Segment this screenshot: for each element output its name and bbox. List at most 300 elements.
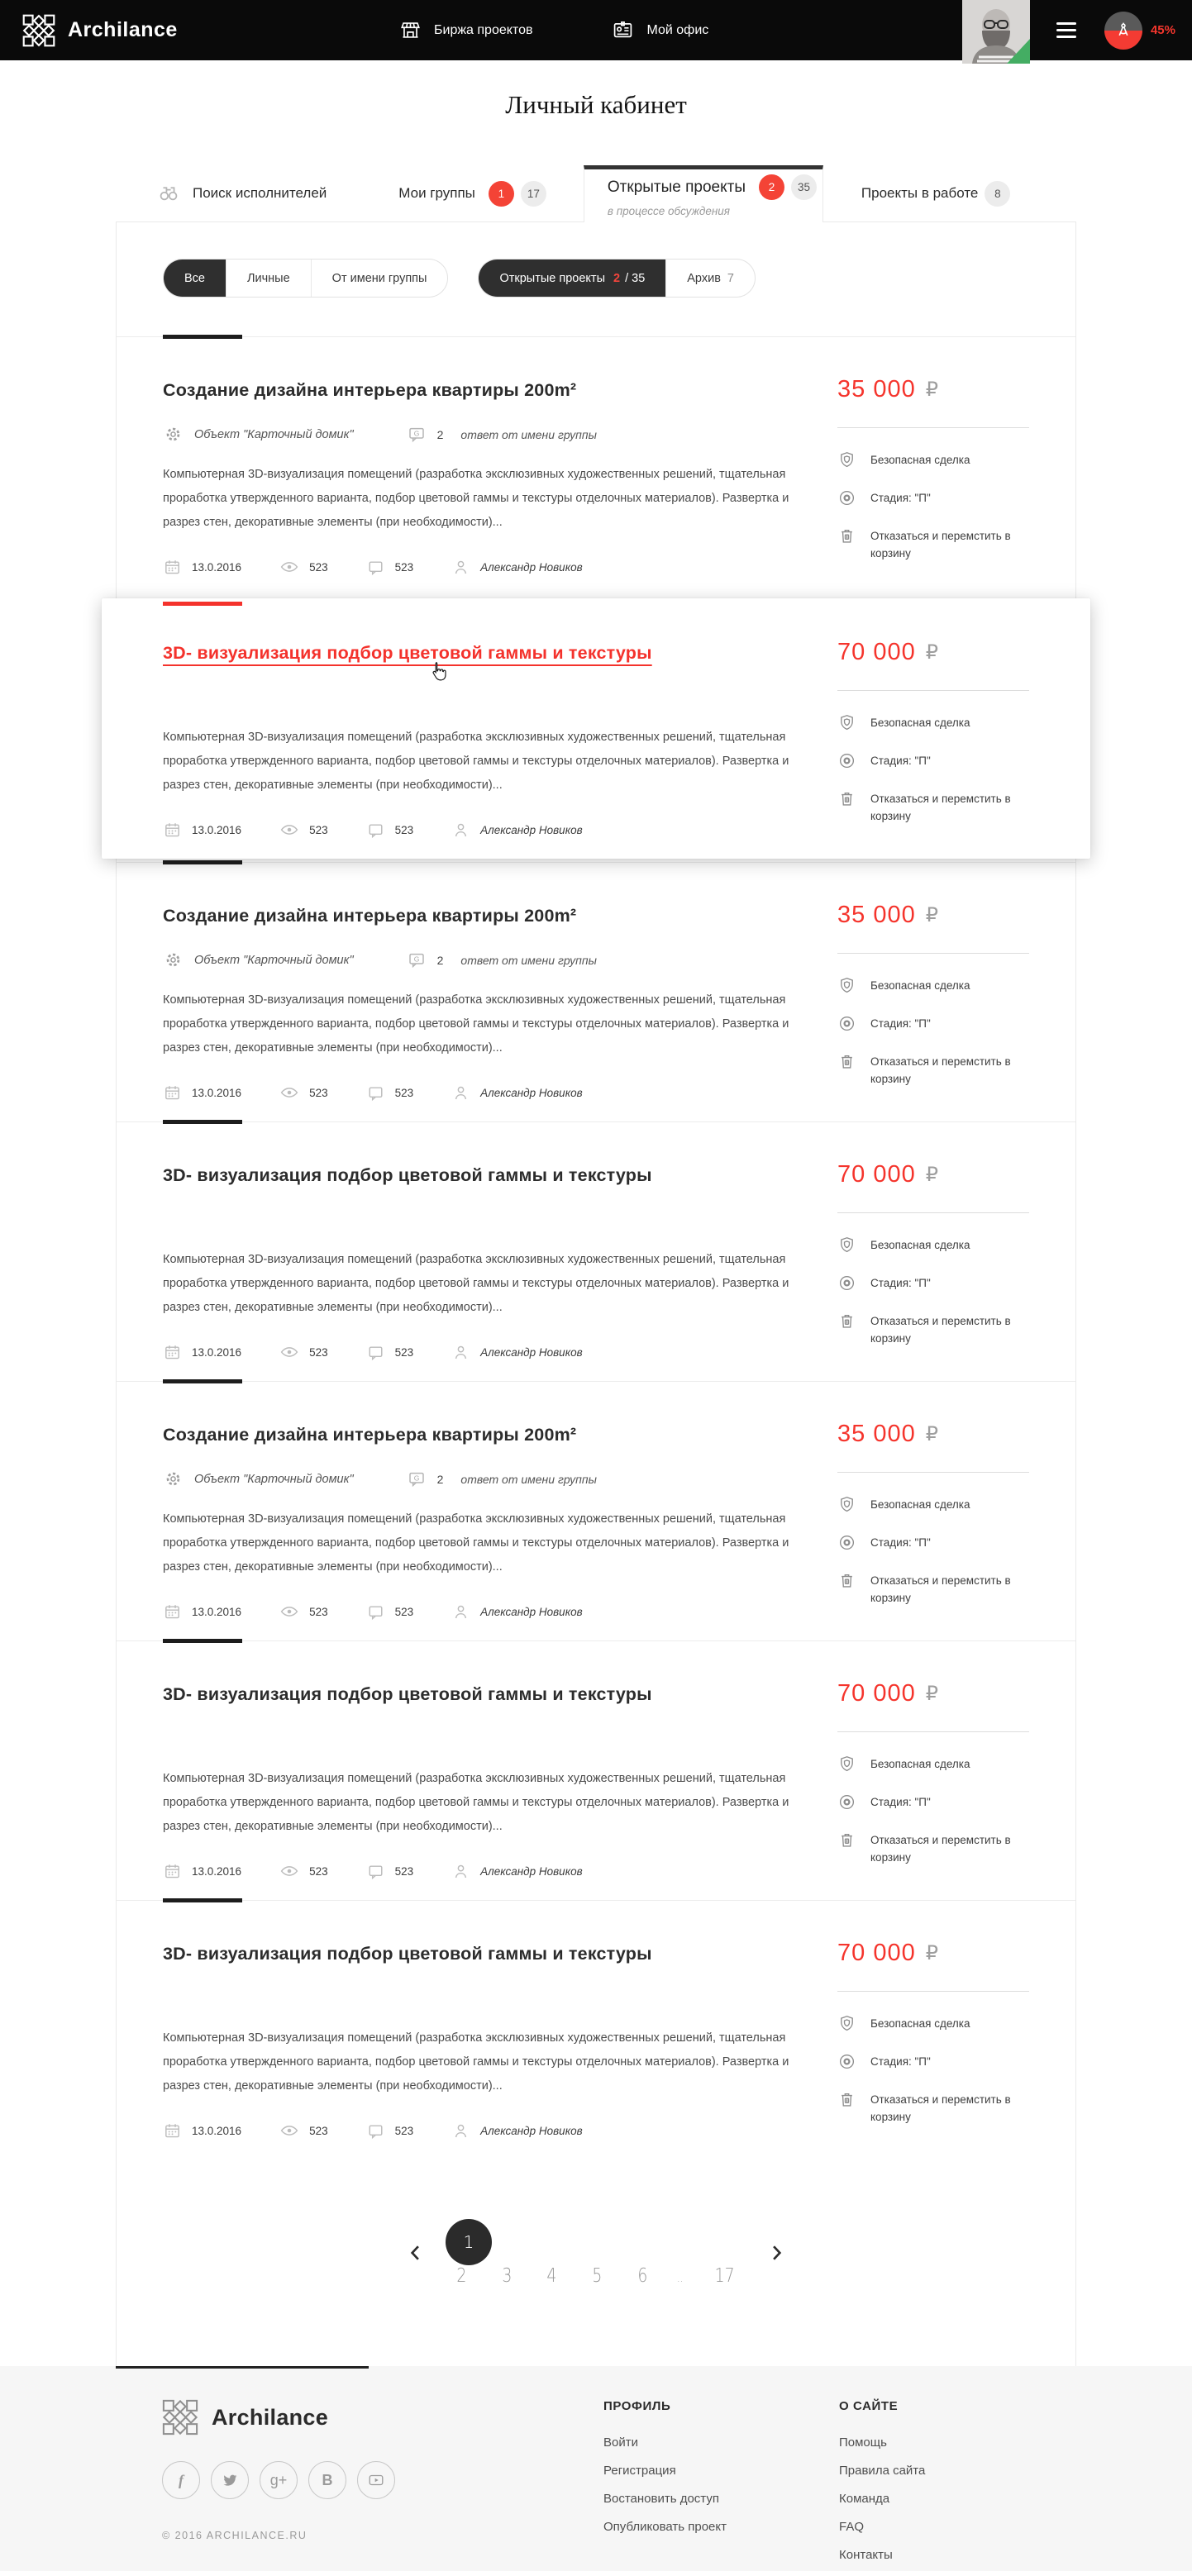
shield-icon bbox=[837, 450, 856, 469]
safe-deal-row[interactable] bbox=[837, 713, 1029, 732]
project-title-link[interactable]: Создание дизайна интерьера квартиры 200m² bbox=[163, 1425, 577, 1445]
project-price bbox=[837, 640, 1029, 664]
eye-icon bbox=[279, 1602, 299, 1621]
pagination-page[interactable]: 5 bbox=[592, 2265, 603, 2287]
project-card bbox=[117, 336, 1075, 596]
date-stat bbox=[163, 558, 241, 577]
comments-value: 523 bbox=[394, 1086, 414, 1099]
project-price bbox=[837, 902, 1029, 927]
project-card bbox=[102, 598, 1090, 859]
price-value: 35 000 bbox=[837, 1421, 916, 1447]
project-description: Компьютерная 3D-визуализация помещений (разработка эксклюзивных художественных решений, тщательная проработка утвержденного варианта, подбор цветовой гаммы и текстуры отделочных материалов). Развертка и разрез стен, декоративные элементы (при необходимости)... bbox=[163, 993, 789, 1055]
decline-label: Отказаться и перемстить в корзину bbox=[870, 2093, 1011, 2123]
badge-total-count: 17 bbox=[521, 181, 546, 207]
project-price bbox=[837, 1940, 1029, 1965]
comments-value: 523 bbox=[394, 1605, 414, 1618]
views-stat bbox=[279, 1342, 328, 1362]
price-value: 35 000 bbox=[837, 902, 916, 928]
calendar-icon bbox=[163, 558, 182, 577]
safe-deal-row[interactable] bbox=[837, 1236, 1029, 1255]
ruble-sign: ₽ bbox=[925, 903, 938, 926]
object-label: Объект "Карточный домик" bbox=[194, 1472, 354, 1486]
author-stat[interactable] bbox=[451, 2121, 583, 2140]
views-value: 523 bbox=[309, 2124, 328, 2137]
person-icon bbox=[451, 1602, 470, 1621]
card-stats-row bbox=[163, 820, 816, 840]
project-description: Компьютерная 3D-визуализация помещений (разработка эксклюзивных художественных решений, тщательная проработка утвержденного варианта, подбор цветовой гаммы и текстуры отделочных материалов). Развертка и разрез стен, декоративные элементы (при необходимости)... bbox=[163, 1512, 789, 1574]
footer-link-rules[interactable]: Правила сайта bbox=[839, 2464, 926, 2478]
archilance-grid-icon bbox=[162, 2399, 198, 2436]
tab-bar bbox=[116, 165, 1076, 221]
tab-sublabel: в процессе обсуждения bbox=[607, 205, 730, 217]
safe-deal-label: Безопасная сделка bbox=[870, 1758, 970, 1770]
safe-deal-label: Безопасная сделка bbox=[870, 1239, 970, 1251]
views-value: 523 bbox=[309, 823, 328, 836]
stage-row[interactable] bbox=[837, 1533, 1029, 1552]
decline-label: Отказаться и перемстить в корзину bbox=[870, 1574, 1011, 1604]
safe-deal-label: Безопасная сделка bbox=[870, 979, 970, 992]
author-name: Александр Новиков bbox=[480, 560, 583, 574]
pagination-ellipsis[interactable]: .. bbox=[677, 2270, 684, 2285]
author-name: Александр Новиков bbox=[480, 1864, 583, 1878]
date-value: 13.0.2016 bbox=[192, 2124, 242, 2137]
group-comment-icon bbox=[407, 1469, 427, 1489]
gear-icon bbox=[163, 424, 184, 445]
project-title-link[interactable]: Создание дизайна интерьера квартиры 200m² bbox=[163, 906, 577, 926]
footer bbox=[0, 2366, 1192, 2571]
date-value: 13.0.2016 bbox=[192, 560, 242, 574]
calendar-icon bbox=[163, 1602, 182, 1621]
pagination-prev-icon[interactable] bbox=[404, 2240, 426, 2266]
person-icon bbox=[451, 821, 470, 840]
date-value: 13.0.2016 bbox=[192, 1864, 242, 1878]
project-card bbox=[117, 1640, 1075, 1900]
header-right bbox=[962, 0, 1192, 60]
project-price bbox=[837, 1162, 1029, 1187]
project-title-link[interactable]: 3D- визуализация подбор цветовой гаммы и текстуры bbox=[163, 643, 652, 663]
filter-on-behalf-of-group[interactable]: От имени группы bbox=[311, 260, 448, 297]
footer-link-team[interactable]: Команда bbox=[839, 2492, 890, 2506]
safe-deal-row[interactable] bbox=[837, 450, 1029, 469]
app-header bbox=[0, 0, 1192, 60]
safe-deal-row[interactable] bbox=[837, 1755, 1029, 1774]
comment-bubble-icon bbox=[366, 1602, 385, 1621]
projects-panel bbox=[116, 221, 1076, 2366]
divider bbox=[837, 1212, 1029, 1213]
views-value: 523 bbox=[309, 1345, 328, 1359]
trash-icon bbox=[837, 1312, 856, 1331]
compass-icon bbox=[1113, 20, 1134, 41]
safe-deal-row[interactable] bbox=[837, 976, 1029, 995]
footer-link-login[interactable]: Войти bbox=[603, 2436, 638, 2450]
brand-logo[interactable] bbox=[22, 14, 178, 47]
ruble-sign: ₽ bbox=[925, 378, 938, 401]
person-icon bbox=[451, 2121, 470, 2140]
trash-icon bbox=[837, 1571, 856, 1590]
comments-stat[interactable] bbox=[366, 1343, 414, 1362]
project-price bbox=[837, 1681, 1029, 1706]
calendar-icon bbox=[163, 1343, 182, 1362]
badge-total-count: 8 bbox=[985, 181, 1010, 207]
filter-open-projects[interactable] bbox=[479, 260, 665, 297]
stage-label: Стадия: "П" bbox=[870, 1796, 931, 1808]
stage-label: Стадия: "П" bbox=[870, 1277, 931, 1289]
target-icon bbox=[837, 1274, 856, 1293]
project-card bbox=[117, 1381, 1075, 1640]
facebook-icon[interactable]: f bbox=[162, 2461, 200, 2499]
footer-link-restore-access[interactable]: Востановить доступ bbox=[603, 2492, 719, 2506]
safe-deal-label: Безопасная сделка bbox=[870, 1498, 970, 1511]
comments-stat[interactable] bbox=[366, 1083, 414, 1102]
filter-label: Архив bbox=[687, 271, 721, 285]
comment-bubble-icon bbox=[366, 1343, 385, 1362]
divider bbox=[837, 953, 1029, 954]
group-comment-icon bbox=[407, 950, 427, 970]
object-label: Объект "Карточный домик" bbox=[194, 953, 354, 967]
date-stat bbox=[163, 821, 241, 840]
decline-row[interactable] bbox=[837, 1831, 1029, 1866]
decline-row[interactable] bbox=[837, 526, 1029, 562]
card-top-bar bbox=[163, 602, 242, 606]
person-icon bbox=[451, 1862, 470, 1881]
stage-row[interactable] bbox=[837, 1274, 1029, 1293]
views-stat bbox=[279, 2121, 328, 2140]
comments-stat[interactable] bbox=[366, 821, 414, 840]
footer-link-contacts[interactable]: Контакты bbox=[839, 2548, 893, 2562]
comments-value: 523 bbox=[394, 2124, 414, 2137]
behance-icon[interactable]: B bbox=[308, 2461, 346, 2499]
card-stats-row bbox=[163, 1861, 816, 1881]
project-price bbox=[837, 377, 1029, 402]
replies-label: ответ от имени группы bbox=[460, 953, 597, 967]
project-card bbox=[117, 1900, 1075, 2159]
author-stat[interactable] bbox=[451, 821, 583, 840]
footer-column-title: ПРОФИЛЬ bbox=[603, 2399, 671, 2413]
views-stat bbox=[279, 820, 328, 840]
filter-count: 7 bbox=[727, 271, 734, 285]
card-top-bar bbox=[163, 1898, 242, 1902]
ruble-sign: ₽ bbox=[925, 1941, 938, 1964]
profile-progress-circle[interactable] bbox=[1104, 12, 1142, 50]
views-stat bbox=[279, 1602, 328, 1621]
author-name: Александр Новиков bbox=[480, 1605, 583, 1618]
tab-label: Открытые проекты bbox=[607, 178, 746, 196]
group-replies-meta[interactable] bbox=[407, 950, 597, 970]
project-description: Компьютерная 3D-визуализация помещений (разработка эксклюзивных художественных решений, тщательная проработка утвержденного варианта, подбор цветовой гаммы и текстуры отделочных материалов). Развертка и разрез стен, декоративные элементы (при необходимости)... bbox=[163, 731, 789, 792]
target-icon bbox=[837, 1014, 856, 1033]
price-value: 35 000 bbox=[837, 376, 916, 402]
divider bbox=[837, 690, 1029, 691]
svg-text:G: G bbox=[413, 1473, 419, 1482]
pagination-page-active[interactable]: 1 bbox=[446, 2219, 492, 2265]
tab-my-groups[interactable] bbox=[398, 165, 546, 221]
author-name: Александр Новиков bbox=[480, 1086, 583, 1099]
comment-bubble-icon bbox=[366, 1862, 385, 1881]
object-meta[interactable] bbox=[163, 950, 354, 970]
safe-deal-label: Безопасная сделка bbox=[870, 717, 970, 729]
author-stat[interactable] bbox=[451, 1083, 583, 1102]
group-replies-meta[interactable] bbox=[407, 425, 597, 445]
stage-row[interactable] bbox=[837, 2052, 1029, 2071]
stage-row[interactable] bbox=[837, 751, 1029, 770]
tab-open-projects[interactable] bbox=[584, 165, 823, 222]
safe-deal-label: Безопасная сделка bbox=[870, 454, 970, 466]
pagination-page[interactable]: 2 bbox=[456, 2265, 467, 2287]
author-stat[interactable] bbox=[451, 1862, 583, 1881]
header-nav bbox=[399, 0, 708, 60]
price-value: 70 000 bbox=[837, 1680, 916, 1707]
pagination-page[interactable]: 3 bbox=[501, 2265, 512, 2287]
project-description: Компьютерная 3D-визуализация помещений (разработка эксклюзивных художественных решений, тщательная проработка утвержденного варианта, подбор цветовой гаммы и текстуры отделочных материалов). Развертка и разрез стен, декоративные элементы (при необходимости)... bbox=[163, 468, 789, 529]
person-icon bbox=[451, 558, 470, 577]
project-title-link[interactable]: Создание дизайна интерьера квартиры 200m² bbox=[163, 380, 577, 400]
replies-count: 2 bbox=[436, 1472, 444, 1486]
trash-icon bbox=[837, 1831, 856, 1850]
date-value: 13.0.2016 bbox=[192, 1086, 242, 1099]
tab-label: Мои группы bbox=[398, 185, 475, 201]
comments-stat[interactable] bbox=[366, 1862, 414, 1881]
footer-link-faq[interactable]: FAQ bbox=[839, 2520, 865, 2534]
card-meta-row bbox=[163, 950, 816, 970]
trash-icon bbox=[837, 789, 856, 808]
card-top-bar bbox=[163, 860, 242, 864]
date-stat bbox=[163, 1602, 241, 1621]
ruble-sign: ₽ bbox=[925, 1682, 938, 1705]
project-description: Компьютерная 3D-визуализация помещений (разработка эксклюзивных художественных решений, тщательная проработка утвержденного варианта, подбор цветовой гаммы и текстуры отделочных материалов). Развертка и разрез стен, декоративные элементы (при необходимости)... bbox=[163, 2031, 789, 2093]
replies-label: ответ от имени группы bbox=[460, 427, 597, 441]
card-stats-row bbox=[163, 1083, 816, 1102]
project-card bbox=[117, 1121, 1075, 1381]
svg-text:G: G bbox=[413, 954, 419, 963]
divider bbox=[837, 1991, 1029, 1992]
comments-stat[interactable] bbox=[366, 2121, 414, 2140]
project-title-link[interactable]: 3D- визуализация подбор цветовой гаммы и текстуры bbox=[163, 1165, 652, 1185]
copyright-text: © 2016 ARCHILANCE.RU bbox=[162, 2530, 308, 2541]
price-value: 70 000 bbox=[837, 639, 916, 665]
footer-column-profile bbox=[603, 2399, 839, 2576]
card-meta-row bbox=[163, 1469, 816, 1489]
tab-label: Поиск исполнителей bbox=[193, 185, 327, 201]
trash-icon bbox=[837, 526, 856, 545]
object-meta[interactable] bbox=[163, 424, 354, 445]
tab-projects-in-work[interactable] bbox=[861, 165, 1010, 221]
safe-deal-row[interactable] bbox=[837, 1495, 1029, 1514]
project-card-list bbox=[117, 336, 1075, 2159]
card-stats-row bbox=[163, 557, 816, 577]
comments-value: 523 bbox=[394, 1864, 414, 1878]
filter-personal[interactable]: Личные bbox=[226, 260, 311, 297]
decline-label: Отказаться и перемстить в корзину bbox=[870, 793, 1011, 822]
views-value: 523 bbox=[309, 560, 328, 574]
views-value: 523 bbox=[309, 1864, 328, 1878]
filter-count-total: / 35 bbox=[625, 271, 646, 285]
author-name: Александр Новиков bbox=[480, 2124, 583, 2137]
author-stat[interactable] bbox=[451, 1602, 583, 1621]
badge-total-count: 35 bbox=[791, 174, 817, 200]
author-stat[interactable] bbox=[451, 1343, 583, 1362]
shield-icon bbox=[837, 976, 856, 995]
price-value: 70 000 bbox=[837, 1940, 916, 1966]
stage-row[interactable] bbox=[837, 488, 1029, 507]
youtube-icon[interactable] bbox=[357, 2461, 395, 2499]
replies-count: 2 bbox=[436, 953, 444, 967]
google-plus-icon[interactable]: g+ bbox=[260, 2461, 298, 2499]
object-meta[interactable] bbox=[163, 1469, 354, 1489]
decline-label: Отказаться и перемстить в корзину bbox=[870, 530, 1011, 559]
footer-logo[interactable] bbox=[162, 2399, 603, 2436]
decline-row[interactable] bbox=[837, 1052, 1029, 1088]
decline-label: Отказаться и перемстить в корзину bbox=[870, 1834, 1011, 1864]
comment-bubble-icon bbox=[366, 821, 385, 840]
views-stat bbox=[279, 557, 328, 577]
author-name: Александр Новиков bbox=[480, 823, 583, 836]
trash-icon bbox=[837, 2090, 856, 2109]
eye-icon bbox=[279, 1083, 299, 1102]
person-icon bbox=[451, 1343, 470, 1362]
project-title-link[interactable]: 3D- визуализация подбор цветовой гаммы и текстуры bbox=[163, 1944, 652, 1964]
decline-row[interactable] bbox=[837, 2090, 1029, 2126]
decline-row[interactable] bbox=[837, 1571, 1029, 1607]
ruble-sign: ₽ bbox=[925, 1163, 938, 1186]
group-comment-icon bbox=[407, 425, 427, 445]
comments-stat[interactable] bbox=[366, 1602, 414, 1621]
mouse-cursor-icon bbox=[429, 661, 447, 683]
filter-owner-group bbox=[163, 259, 448, 298]
comments-stat[interactable] bbox=[366, 558, 414, 577]
views-stat bbox=[279, 1083, 328, 1102]
card-top-bar bbox=[163, 335, 242, 339]
stage-row[interactable] bbox=[837, 1014, 1029, 1033]
project-title-link[interactable]: 3D- визуализация подбор цветовой гаммы и текстуры bbox=[163, 1684, 652, 1704]
stage-label: Стадия: "П" bbox=[870, 1536, 931, 1549]
eye-icon bbox=[279, 557, 299, 577]
footer-brand-name: Archilance bbox=[212, 2404, 329, 2430]
shield-icon bbox=[837, 1236, 856, 1255]
footer-link-publish-project[interactable]: Опубликовать проект bbox=[603, 2520, 727, 2534]
date-stat bbox=[163, 1862, 241, 1881]
calendar-icon bbox=[163, 1083, 182, 1102]
twitter-icon[interactable] bbox=[211, 2461, 249, 2499]
filters-row bbox=[117, 222, 1075, 336]
comments-value: 523 bbox=[394, 560, 414, 574]
filter-all[interactable]: Все bbox=[164, 260, 226, 297]
comments-value: 523 bbox=[394, 1345, 414, 1359]
safe-deal-row[interactable] bbox=[837, 2014, 1029, 2033]
filter-status-group bbox=[478, 259, 756, 298]
footer-link-register[interactable]: Регистрация bbox=[603, 2464, 676, 2478]
stage-row[interactable] bbox=[837, 1793, 1029, 1812]
tab-search-executors[interactable] bbox=[157, 165, 327, 221]
nav-item-office[interactable] bbox=[612, 19, 708, 41]
views-value: 523 bbox=[309, 1605, 328, 1618]
safe-deal-label: Безопасная сделка bbox=[870, 2017, 970, 2030]
filter-count-new: 2 bbox=[613, 271, 621, 285]
date-stat bbox=[163, 1083, 241, 1102]
brand-name: Archilance bbox=[68, 18, 178, 41]
pagination-page[interactable]: 6 bbox=[637, 2265, 647, 2287]
ruble-sign: ₽ bbox=[925, 1422, 938, 1445]
date-value: 13.0.2016 bbox=[192, 823, 242, 836]
date-stat bbox=[163, 2121, 241, 2140]
project-description: Компьютерная 3D-визуализация помещений (разработка эксклюзивных художественных решений, тщательная проработка утвержденного варианта, подбор цветовой гаммы и текстуры отделочных материалов). Развертка и разрез стен, декоративные элементы (при необходимости)... bbox=[163, 1253, 789, 1314]
decline-label: Отказаться и перемстить в корзину bbox=[870, 1055, 1011, 1085]
decline-label: Отказаться и перемстить в корзину bbox=[870, 1315, 1011, 1345]
tab-label: Проекты в работе bbox=[861, 185, 979, 201]
stage-label: Стадия: "П" bbox=[870, 755, 931, 767]
eye-icon bbox=[279, 2121, 299, 2140]
author-name: Александр Новиков bbox=[480, 1345, 583, 1359]
id-card-icon bbox=[612, 19, 634, 41]
footer-column-about bbox=[839, 2399, 1075, 2576]
badge-new-count: 2 bbox=[759, 174, 784, 200]
trash-icon bbox=[837, 1052, 856, 1071]
ruble-sign: ₽ bbox=[925, 640, 938, 664]
calendar-icon bbox=[163, 2121, 182, 2140]
svg-text:G: G bbox=[413, 428, 419, 437]
user-avatar[interactable] bbox=[962, 0, 1030, 64]
target-icon bbox=[837, 1793, 856, 1812]
card-stats-row bbox=[163, 1602, 816, 1621]
pagination-next-icon[interactable] bbox=[766, 2240, 788, 2266]
gear-icon bbox=[163, 950, 184, 970]
divider bbox=[837, 1731, 1029, 1732]
card-stats-row bbox=[163, 1342, 816, 1362]
target-icon bbox=[837, 751, 856, 770]
decline-row[interactable] bbox=[837, 789, 1029, 825]
replies-count: 2 bbox=[436, 427, 444, 441]
eye-icon bbox=[279, 820, 299, 840]
footer-link-help[interactable]: Помощь bbox=[839, 2436, 887, 2450]
eye-icon bbox=[279, 1342, 299, 1362]
author-stat[interactable] bbox=[451, 558, 583, 577]
menu-burger-icon[interactable] bbox=[1056, 22, 1076, 39]
date-value: 13.0.2016 bbox=[192, 1345, 242, 1359]
market-stall-icon bbox=[399, 19, 422, 41]
stage-label: Стадия: "П" bbox=[870, 2055, 931, 2068]
comments-value: 523 bbox=[394, 823, 414, 836]
comment-bubble-icon bbox=[366, 558, 385, 577]
card-top-bar bbox=[163, 1379, 242, 1383]
project-price bbox=[837, 1421, 1029, 1446]
divider bbox=[837, 427, 1029, 428]
filter-archive[interactable] bbox=[665, 260, 755, 297]
nav-item-label: Мой офис bbox=[646, 22, 709, 37]
shield-icon bbox=[837, 1495, 856, 1514]
pagination-page[interactable]: 17 bbox=[714, 2265, 735, 2287]
date-value: 13.0.2016 bbox=[192, 1605, 242, 1618]
nav-item-exchange[interactable] bbox=[399, 19, 532, 41]
views-value: 523 bbox=[309, 1086, 328, 1099]
group-replies-meta[interactable] bbox=[407, 1469, 597, 1489]
comment-bubble-icon bbox=[366, 1083, 385, 1102]
gear-icon bbox=[163, 1469, 184, 1489]
target-icon bbox=[837, 1533, 856, 1552]
comment-bubble-icon bbox=[366, 2121, 385, 2140]
eye-icon bbox=[279, 1861, 299, 1881]
card-top-bar bbox=[163, 1120, 242, 1124]
profile-percent: 45% bbox=[1150, 23, 1175, 37]
archilance-grid-icon bbox=[22, 14, 55, 47]
stage-label: Стадия: "П" bbox=[870, 492, 931, 504]
pagination bbox=[117, 2159, 1075, 2366]
project-card bbox=[117, 862, 1075, 1121]
decline-row[interactable] bbox=[837, 1312, 1029, 1347]
page-title: Личный кабинет bbox=[505, 90, 687, 119]
binoculars-icon bbox=[157, 182, 180, 205]
shield-icon bbox=[837, 1755, 856, 1774]
card-stats-row bbox=[163, 2121, 816, 2140]
pagination-page[interactable]: 4 bbox=[546, 2265, 557, 2287]
